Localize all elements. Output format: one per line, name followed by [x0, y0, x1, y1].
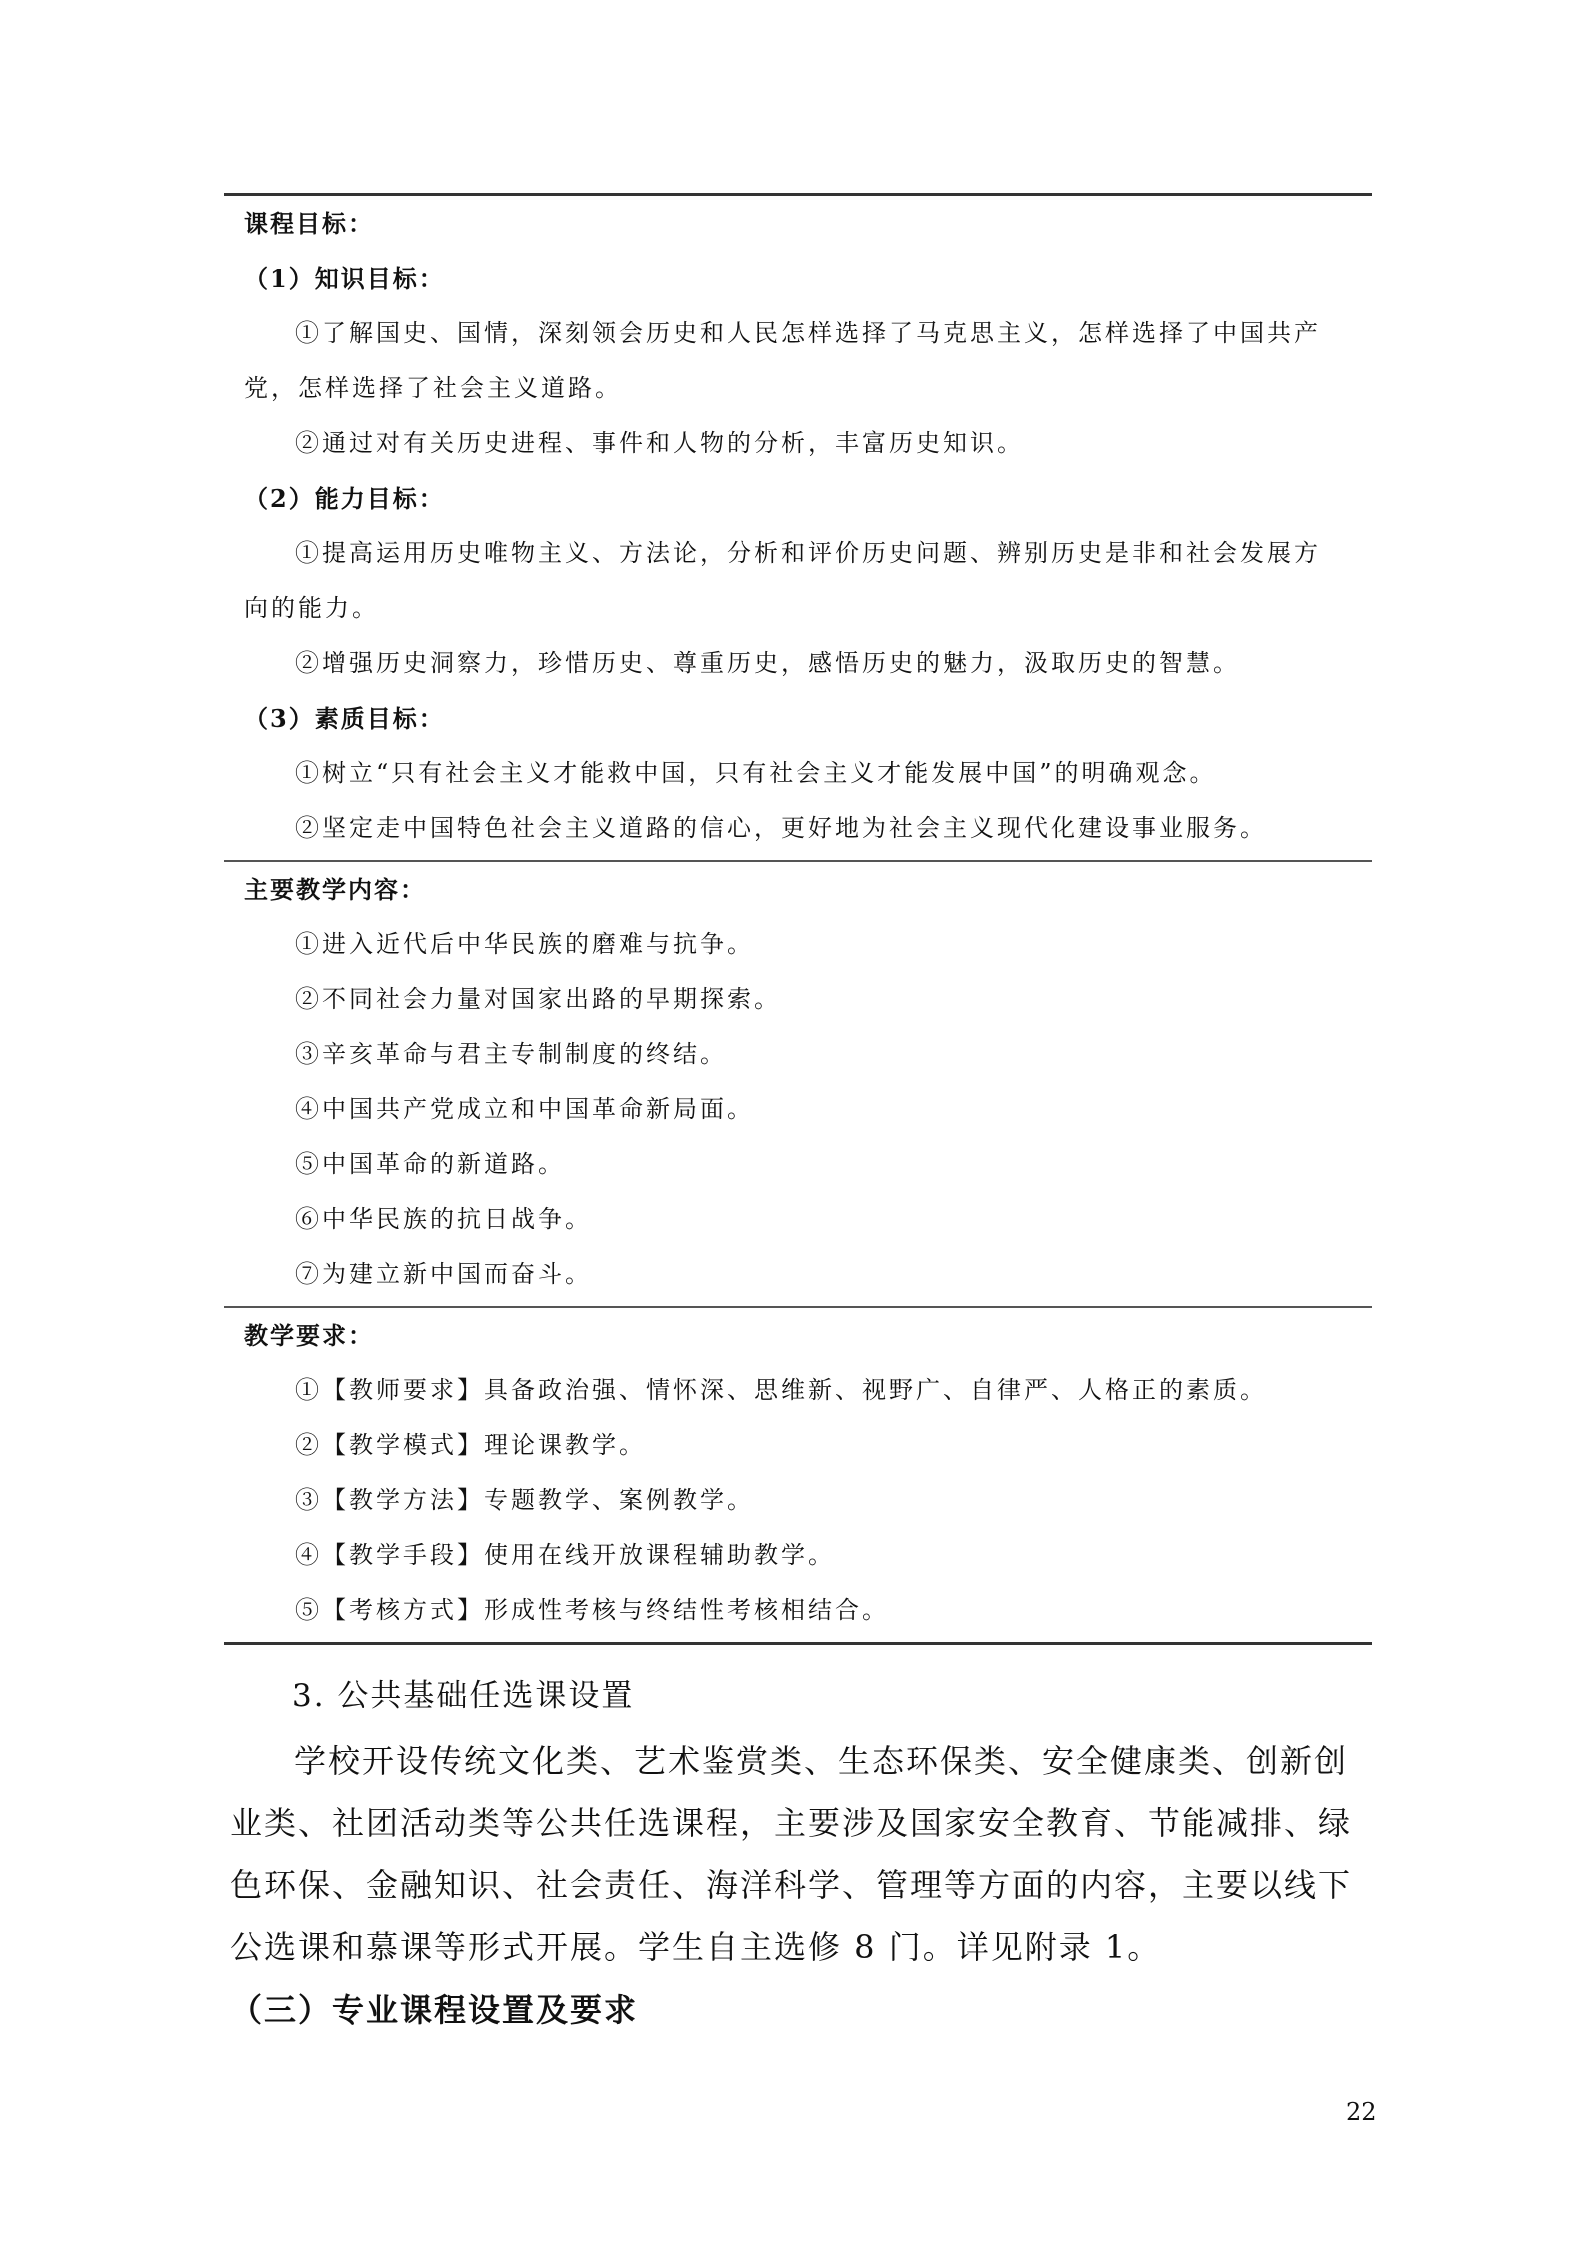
- ability-heading: （2）能力目标：: [244, 484, 445, 513]
- content-item: ①进入近代后中华民族的磨难与抗争。: [295, 930, 754, 958]
- content-title: 主要教学内容：: [244, 875, 426, 904]
- goals-cell: [224, 196, 1372, 860]
- knowledge-item-1: ①了解国史、国情，深刻领会历史和人民怎样选择了马克思主义，怎样选择了中国共产: [295, 319, 1321, 347]
- section-3-paragraph: 学校开设传统文化类、艺术鉴赏类、生态环保类、安全健康类、创新创业类、社团活动类等公共任选课程，主要涉及国家安全教育、节能减排、绿色环保、金融知识、社会责任、海洋科学、管理等方面的内容，主要以线下公选课和慕课等形式开展。学生自主选修 8 门。详见附录 1。: [230, 1742, 1353, 1966]
- content-item: ⑦为建立新中国而奋斗。: [295, 1260, 592, 1288]
- requirement-item: ④【教学手段】使用在线开放课程辅助教学。: [295, 1541, 835, 1569]
- ability-item-1-cont: 向的能力。: [244, 594, 379, 622]
- course-table: [224, 193, 1372, 1645]
- content-item: ⑥中华民族的抗日战争。: [295, 1205, 592, 1233]
- section-heading-3: 3. 公共基础任选课设置: [292, 1678, 635, 1714]
- knowledge-item-2: ②通过对有关历史进程、事件和人物的分析，丰富历史知识。: [295, 429, 1024, 457]
- quality-item-1: ①树立“只有社会主义才能救中国，只有社会主义才能发展中国”的明确观念。: [295, 759, 1217, 787]
- requirement-item: ①【教师要求】具备政治强、情怀深、思维新、视野广、自律严、人格正的素质。: [295, 1376, 1267, 1404]
- quality-item-2: ②坚定走中国特色社会主义道路的信心，更好地为社会主义现代化建设事业服务。: [295, 814, 1267, 842]
- content-item: ③辛亥革命与君主专制制度的终结。: [295, 1040, 727, 1068]
- ability-item-2: ②增强历史洞察力，珍惜历史、尊重历史，感悟历史的魅力，汲取历史的智慧。: [295, 649, 1240, 677]
- content-item: ④中国共产党成立和中国革命新局面。: [295, 1095, 754, 1123]
- requirements-cell: [224, 1308, 1372, 1642]
- section-heading-three: （三）专业课程设置及要求: [230, 1991, 639, 2029]
- table-bottom-rule: [224, 1642, 1372, 1645]
- content-cell: [224, 862, 1372, 1306]
- requirement-item: ⑤【考核方式】形成性考核与终结性考核相结合。: [295, 1596, 889, 1624]
- requirements-title: 教学要求：: [244, 1321, 374, 1350]
- requirement-item: ③【教学方法】专题教学、案例教学。: [295, 1486, 754, 1514]
- ability-item-1: ①提高运用历史唯物主义、方法论，分析和评价历史问题、辨别历史是非和社会发展方: [295, 539, 1321, 567]
- content-item: ②不同社会力量对国家出路的早期探索。: [295, 985, 781, 1013]
- knowledge-item-1-cont: 党，怎样选择了社会主义道路。: [244, 374, 622, 402]
- content-item: ⑤中国革命的新道路。: [295, 1150, 565, 1178]
- quality-heading: （3）素质目标：: [244, 704, 445, 733]
- page-number: 22: [1346, 2098, 1377, 2126]
- goals-title: 课程目标：: [244, 209, 374, 238]
- knowledge-heading: （1）知识目标：: [244, 264, 445, 293]
- requirement-item: ②【教学模式】理论课教学。: [295, 1431, 646, 1459]
